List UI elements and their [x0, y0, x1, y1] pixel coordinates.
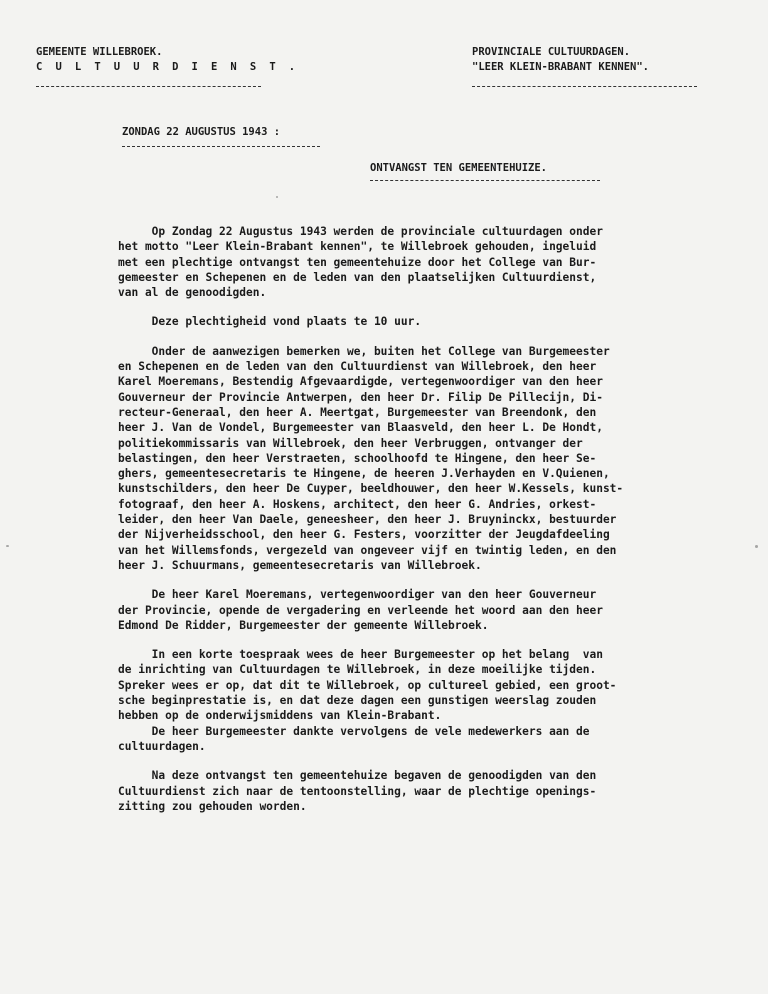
paper-speck — [276, 196, 278, 198]
date-heading-block — [122, 126, 320, 147]
header-left — [36, 45, 298, 87]
date-heading-underline — [122, 146, 320, 147]
municipality-name: GEMEENTE WILLEBROEK. — [36, 46, 163, 58]
paper-speck — [6, 545, 9, 547]
paper-speck — [755, 545, 758, 548]
body-text — [118, 224, 748, 828]
section-heading-underline — [370, 180, 600, 181]
header-right — [472, 45, 697, 87]
paragraph-time: Deze plechtigheid vond plaats te 10 uur. — [118, 315, 422, 329]
section-heading: ONTVANGST TEN GEMEENTEHUIZE. — [370, 162, 548, 174]
paragraph-opening-speech: De heer Karel Moeremans, vertegenwoordiger van den heer Gouverneur der Provincie, opende de vergadering en verleende het woord aan den heer Edmond De Ridder, Burgemeester der gemeente Willebroek. — [118, 588, 603, 632]
event-name: PROVINCIALE CULTUURDAGEN. — [472, 46, 631, 58]
paragraph-closing: Na deze ontvangst ten gemeentehuize begaven de genoodigden van den Cultuurdienst zich naar de tentoonstelling, waar de plechtige openings- zitting zou gehouden worden. — [118, 769, 597, 813]
header-left-underline — [36, 86, 261, 87]
department-name: C U L T U U R D I E N S T . — [36, 61, 299, 73]
date-heading: ZONDAG 22 AUGUSTUS 1943 : — [122, 126, 281, 138]
paragraph-attendees: Onder de aanwezigen bemerken we, buiten het College van Burgemeester en Schepenen en de leden van den Cultuurdienst van Willebroek, den heer Karel Moeremans, Bestendig Afgevaardigde, vertegenwoordiger van den heer Gouverneur der Provincie Antwerpen, den heer Dr. Filip De Pillecijn, Di- recteur-Generaal, den heer A. Meertgat, Burgemeester van Breendonk, den heer J. Van de Vondel, Burgemeester van Blaasveld, den heer L. De Hondt, politiekommissaris van Willebroek, den heer Verbruggen, ontvanger der belastingen, den heer Verstraeten, schoolhoofd te Hingene, den heer Se- ghers, gemeentesecretaris te Hingene, de heeren J.Verhayden en V.Quienen, kunstschilders, den heer De Cuyper, beeldhouwer, den heer W.Kessels, kunst- fotograaf, den heer A. Hoskens, architect, den heer G. Andries, orkest- leider, den heer Van Daele, geneesheer, den heer J. Bruyninckx, bestuurder der Nijverheidsschool, den heer G. Festers, voorzitter der Jeugdafdeeling van het Willemsfonds, vergezeld van ongeveer vijf en twintig leden, en den heer J. Schuurmans, gemeentesecretaris van Willebroek. — [118, 344, 624, 572]
header-right-underline — [472, 86, 697, 87]
event-motto: "LEER KLEIN-BRABANT KENNEN". — [472, 61, 650, 73]
section-heading-block — [370, 162, 600, 181]
paragraph-opening: Op Zondag 22 Augustus 1943 werden de provinciale cultuurdagen onder het motto "Leer Klein-Brabant kennen", te Willebroek gehouden, ingeluid met een plechtige ontvangst ten gemeentehuize door het College van Bur- gemeester en Schepenen en de leden van den plaatselijken Cultuurdienst, van al de genoodigden. — [118, 225, 603, 300]
paragraph-mayor-speech: In een korte toespraak wees de heer Burgemeester op het belang van de inrichting van Cultuurdagen te Willebroek, in deze moeilijke tijden. Spreker wees er op, dat dit te Willebroek, op cultureel gebied, een groot- sche beginprestatie is, en dat deze dagen een gunstigen weerslag zouden hebben op de onderwijsmiddens van Klein-Brabant. De heer Burgemeester dankte vervolgens de vele medewerkers aan de cultuurdagen. — [118, 648, 617, 753]
